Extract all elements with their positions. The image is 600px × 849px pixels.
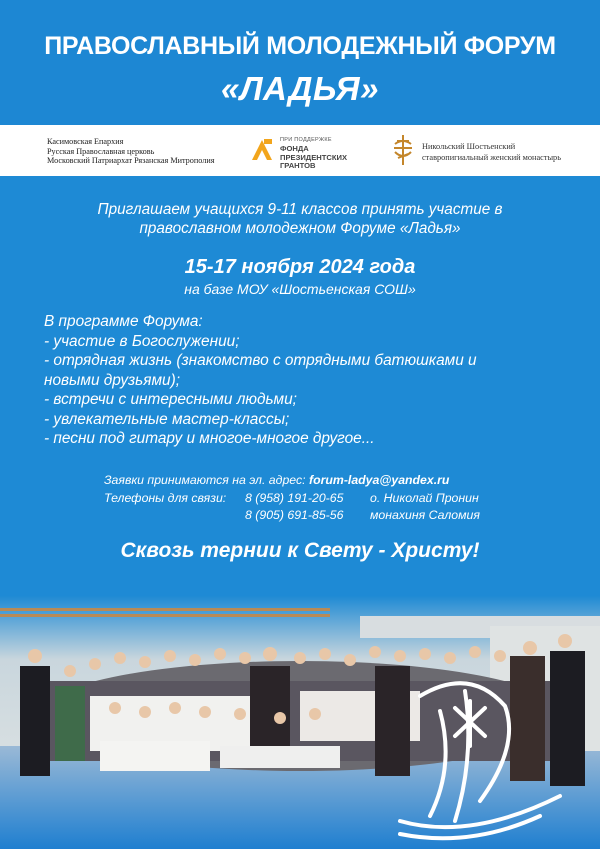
email-label: Заявки принимаются на эл. адрес: [104,473,306,487]
title-line-2: «ЛАДЬЯ» [221,70,379,107]
program-item: новыми друзьями); [44,371,181,389]
grants-name [280,145,347,171]
grants-line: ГРАНТОВ [280,161,316,170]
program-list [44,312,477,449]
grants-line: ФОНДА [280,144,309,153]
email-row [104,472,449,490]
email-address[interactable]: forum-ladya@yandex.ru [308,473,450,487]
contact-person: монахиня Саломия [370,508,480,522]
monastery-line: Никольский Шостьенский [422,142,516,151]
contact-person: о. Николай Пронин [370,490,479,505]
event-dates: 15-17 ноября 2024 года [184,256,416,278]
diocese-logo-text [47,137,214,166]
title-line-1: ПРАВОСЛАВНЫЙ МОЛОДЕЖНЫЙ ФОРУМ [44,32,556,60]
invitation-line: православном молодежном Форуме «Ладья» [139,220,461,237]
grants-small-text: ПРИ ПОДДЕРЖКЕ [280,137,332,143]
partner-left-line: Московский Патриархат Рязанская Митрополия [47,156,215,166]
invitation-text [0,200,600,238]
program-item: - встречи с интересными людьми; [44,391,297,408]
group-photo-image [0,596,600,849]
monastery-logo [392,134,592,168]
partners-band [0,125,600,176]
phones-label: Телефоны для связи: [104,490,227,505]
monastery-line: ставропигиальный женский монастырь [422,153,561,162]
program-item: - участие в Богослужении; [44,332,240,350]
program-item: - увлекательные мастер-классы; [44,410,290,428]
orthodox-cross-icon [392,134,414,166]
phone-row [104,490,479,508]
poster-body [0,176,600,596]
program-item: - отрядная жизнь (знакомство с отрядными батюшками и [44,352,477,369]
program-heading: В программе Форума: [44,313,203,330]
partner-left-line: Касимовская Епархия [47,137,124,146]
event-venue: на базе МОУ «Шостьенская СОШ» [184,281,416,297]
contacts-block [104,472,480,525]
phone-number[interactable]: 8 (905) 691-85-56 [245,508,344,522]
program-item: - песни под гитару и многое-многое другое... [44,430,375,447]
monastery-name [422,141,561,163]
phone-row [104,507,480,525]
grants-line: ПРЕЗИДЕНТСКИХ [280,152,348,162]
poster-header [0,0,600,125]
group-photo [0,596,600,849]
invitation-line: Приглашаем учащихся 9-11 классов принять участие в [97,201,503,218]
partner-left-line: Русская Православная церковь [47,146,155,156]
grants-fund-logo [250,134,380,168]
phone-number[interactable]: 8 (958) 191-20-65 [245,490,344,505]
motto: Сквозь тернии к Свету - Христу! [120,539,480,562]
grants-fund-icon [250,136,274,162]
